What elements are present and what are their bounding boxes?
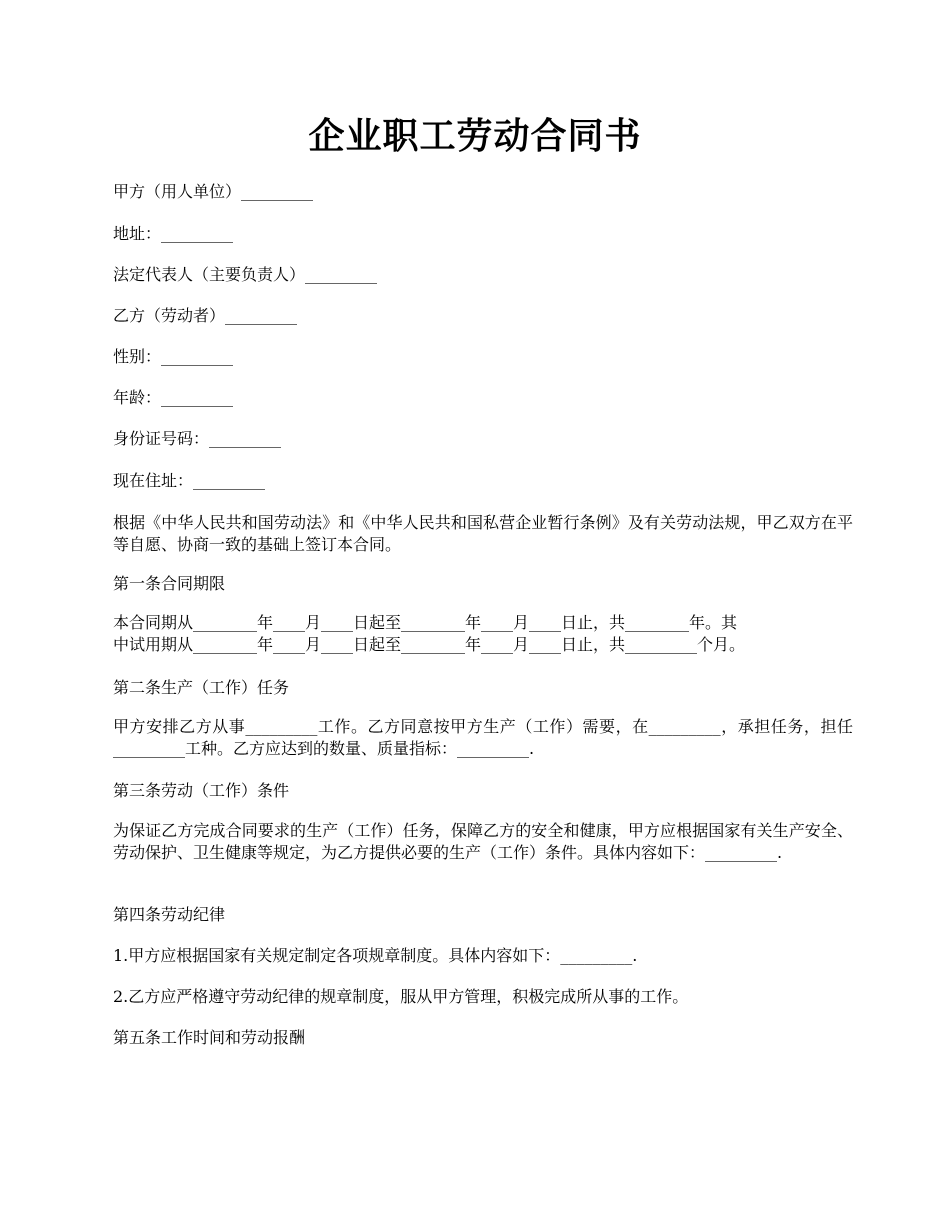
gender-field: 性别：_________ [113, 347, 234, 366]
article-1-line-1: 本合同期从________年____月____日起至________年____月____日止，共________年。其 [113, 613, 738, 632]
party-a-field: 甲方（用人单位）_________ [113, 182, 314, 201]
article-1-heading: 第一条合同期限 [113, 574, 226, 593]
article-4-item-1: 1.甲方应根据国家有关规定制定各项规章制度。具体内容如下：_________. [113, 946, 638, 965]
preamble-paragraph: 根据《中华人民共和国劳动法》和《中华人民共和国私营企业暂行条例》及有关劳动法规，甲乙双方在平等自愿、协商一致的基础上签订本合同。 [113, 513, 853, 554]
legal-representative-field: 法定代表人（主要负责人）_________ [113, 265, 378, 284]
article-4-item-2: 2.乙方应严格遵守劳动纪律的规章制度，服从甲方管理，积极完成所从事的工作。 [113, 987, 689, 1006]
article-3-heading: 第三条劳动（工作）条件 [113, 781, 290, 800]
article-2-heading: 第二条生产（工作）任务 [113, 678, 290, 697]
article-1-line-2: 中试用期从________年____月____日起至________年____月____日止，共_________个月。 [113, 635, 746, 654]
age-field: 年龄：_________ [113, 388, 234, 407]
article-4-heading: 第四条劳动纪律 [113, 905, 226, 924]
address-field: 地址：_________ [113, 224, 234, 243]
article-3-paragraph: 为保证乙方完成合同要求的生产（工作）任务，保障乙方的安全和健康，甲方应根据国家有关生产安全、劳动保护、卫生健康等规定，为乙方提供必要的生产（工作）条件。具体内容如下：_________. [113, 821, 853, 862]
current-address-field: 现在住址：_________ [113, 471, 266, 490]
party-b-field: 乙方（劳动者）_________ [113, 306, 298, 325]
document-title: 企业职工劳动合同书 [308, 115, 642, 157]
id-number-field: 身份证号码：_________ [113, 429, 282, 448]
article-2-paragraph: 甲方安排乙方从事_________工作。乙方同意按甲方生产（工作）需要，在_________，承担任务，担任_________工种。乙方应达到的数量、质量指标：_________. [113, 717, 853, 758]
article-5-heading: 第五条工作时间和劳动报酬 [113, 1028, 306, 1047]
